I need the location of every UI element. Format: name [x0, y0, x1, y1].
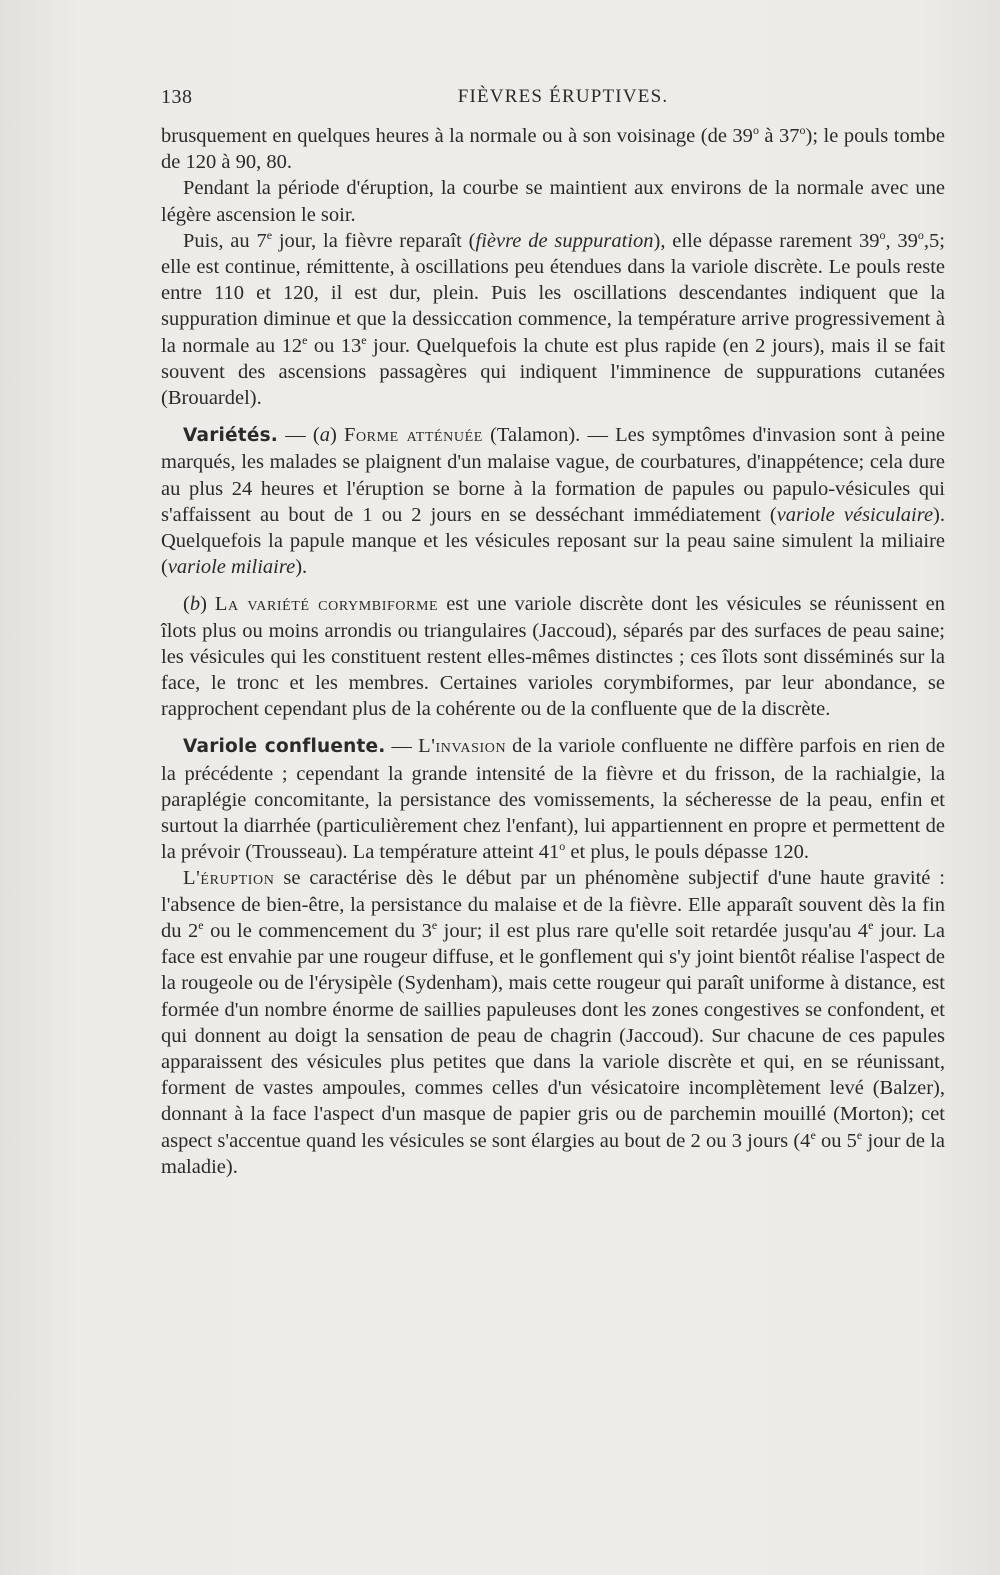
- superscript: o: [917, 227, 924, 242]
- paragraph-p7: [161, 865, 945, 1179]
- text-segment: jour; il est plus rare qu'elle soit retardée jusqu'au 4: [437, 919, 869, 942]
- text-segment: Forme atténuée: [343, 424, 483, 447]
- text-segment: L'éruption: [183, 867, 275, 890]
- superscript: o: [559, 839, 566, 854]
- superscript: e: [361, 332, 367, 347]
- text-segment: ): [200, 593, 215, 616]
- paragraph-p6: [161, 733, 945, 865]
- superscript: o: [879, 227, 886, 242]
- text-segment: (: [183, 593, 190, 616]
- text-segment: Pendant la période d'éruption, la courbe se maintient aux environs de la normale avec une légère ascension le soir.: [161, 177, 945, 226]
- section-heading: Variétés.: [183, 425, 279, 447]
- text-segment: ).: [295, 556, 308, 579]
- text-segment: de la variole confluente ne diffère parfois en rien de la précédente ; cependant la grande intensité de la fièvre et du frisson, de la rachialgie, la paraplégie concomitante, la persistance des vomissements, la sécheresse de la peau, enfin et surtout la diarrhée (particulièrement chez l'enfant), lui appartiennent en propre et permettent de la prévoir (Trousseau). La température atteint 41: [161, 735, 946, 864]
- paragraph-p5: [161, 591, 945, 722]
- text-segment: variole vésiculaire: [776, 503, 934, 526]
- text-segment: — (: [278, 424, 320, 447]
- text-segment: Puis, au 7: [183, 229, 267, 252]
- text-segment: ou 5: [815, 1129, 857, 1152]
- text-segment: ), elle dépasse rarement 39: [653, 229, 880, 252]
- text-segment: jour. Quelquefois la chute est plus rapide (en 2 jours), mais il se fait souvent des ascensions passagères qui indiquent l'imminence de suppurations cutanées (Brouardel).: [161, 334, 946, 410]
- text-segment: ). Quelquefois la papule manque et les vésicules reposant sur la peau saine simulent la miliaire (: [161, 503, 945, 579]
- text-segment: , 39: [885, 229, 918, 252]
- text-segment: se caractérise dès le début par un phénomène subjectif d'une haute gravité : l'absence de bien-être, la persistance du malaise et de la fièvre. Elle apparaît souvent dès la fin du 2: [161, 867, 945, 942]
- section-heading: Variole confluente.: [183, 736, 386, 758]
- text-segment: ou 13: [307, 334, 362, 357]
- paragraph-p4: [161, 422, 945, 580]
- text-segment: jour de la maladie).: [161, 1129, 946, 1178]
- text-segment: à 37: [758, 125, 800, 147]
- text-segment: fièvre de suppuration: [475, 229, 654, 252]
- text-segment: ,5; elle est continue, rémittente, à oscillations peu étendues dans la variole discrète. Le pouls reste entre 110 et 120, il est dur, plein. Puis les oscillations descendantes indiquent que la suppuration diminue et que la dessiccation commence, la température arrive progressivement à la normale au 12: [161, 229, 945, 357]
- text-segment: ): [329, 424, 344, 447]
- superscript: e: [868, 918, 874, 933]
- text-segment: La variété corymbiforme: [214, 593, 439, 616]
- superscript: e: [198, 918, 204, 933]
- paragraph-p3: [161, 228, 945, 411]
- body-text: [161, 123, 945, 1180]
- running-title: FIÈVRES ÉRUPTIVES.: [457, 86, 669, 107]
- superscript: e: [810, 1127, 816, 1142]
- text-segment: a: [319, 424, 330, 447]
- superscript: o: [799, 123, 806, 138]
- superscript: o: [752, 123, 759, 138]
- text-segment: est une variole discrète dont les vésicules se réunissent en îlots plus ou moins arrondis ou triangulaires (Jaccoud), séparés par des surfaces de peau saine; les vésicules qui les constituent restent elles-mêmes distinctes ; ces îlots sont disséminés sur la face, le tronc et les membres. Certaines varioles corymbiformes, par leur abondance, se rapprochent cependant plus de la cohérente ou de la confluente que de la discrète.: [161, 593, 946, 721]
- paragraph-p2: [161, 175, 945, 227]
- text-segment: variole miliaire: [167, 556, 296, 579]
- text-segment: (Talamon). — Les symptômes d'invasion sont à peine marqués, les malades se plaignent d'un malaise vague, de courbatures, d'inappétence; cela dure au plus 24 heures et l'éruption se borne à la formation de papules ou papulo-vésicules qui s'affaissent au bout de 1 ou 2 jours en se desséchant immédiatement (: [161, 424, 945, 526]
- text-segment: ); le pouls tombe de 120 à 90, 80.: [161, 125, 945, 174]
- text-segment: —: [385, 735, 419, 758]
- text-segment: jour, la fièvre reparaît (: [272, 229, 476, 252]
- paragraph-p1: [161, 123, 945, 175]
- text-segment: et plus, le pouls dépasse 120.: [565, 841, 809, 864]
- superscript: e: [856, 1127, 863, 1142]
- text-segment: brusquement en quelques heures à la normale ou à son voisinage (de 39: [161, 125, 753, 147]
- text-segment: L'invasion: [418, 735, 507, 758]
- page-number: 138: [161, 86, 193, 108]
- superscript: e: [431, 918, 438, 933]
- superscript: e: [302, 332, 308, 347]
- text-segment: jour. La face est envahie par une rougeur diffuse, et le gonflement qui s'y joint bientôt réalise l'aspect de la rougeole ou de l'érysipèle (Sydenham), mais cette rougeur qui paraît uniforme à distance, est formée d'un nombre énorme de saillies papuleuses dont les zones congestives se confondent, et qui donnent au doigt la sensation de peau de chagrin (Jaccoud). Sur chacune de ces papules apparaissent des vésicules plus petites que dans la variole discrète et qui, en se réunissant, forment de vastes ampoules, commes celles d'un vésicatoire incomplètement levé (Balzer), donnant à la face l'aspect d'un masque de papier gris ou de parchemin mouillé (Morton); cet aspect s'accentue quand les vésicules se sont élargies au bout de 2 ou 3 jours (4: [161, 919, 946, 1152]
- text-segment: b: [189, 593, 201, 616]
- superscript: e: [266, 227, 273, 242]
- running-head: [161, 86, 945, 114]
- text-segment: ou le commencement du 3: [203, 919, 432, 942]
